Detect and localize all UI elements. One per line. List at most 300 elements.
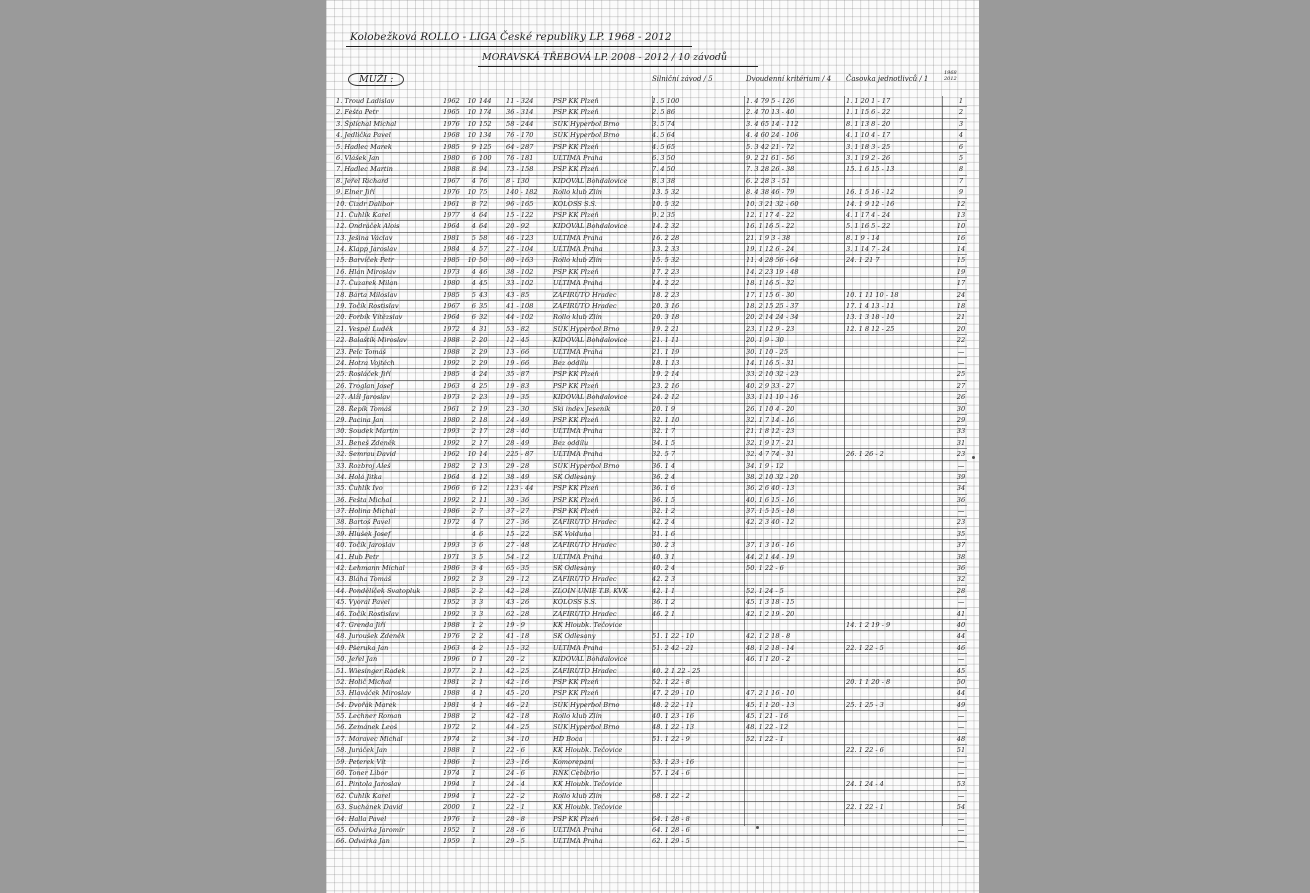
distance-score: 20 - 2 (506, 655, 526, 664)
criterium-result: 21. 1 8 12 - 23 (746, 427, 795, 436)
competitor-name: 41. Hub Petr (336, 552, 379, 561)
competitor-name: 28. Řepík Tomáš (336, 404, 392, 413)
time-trial-result: 12. 1 8 12 - 25 (846, 324, 895, 333)
criterium-result: 42. 2 3 40 - 12 (746, 518, 795, 527)
club-name: PSP KK Plzeň (553, 677, 599, 686)
race-count: 1 (471, 837, 476, 846)
club-name: Rollo klub Zlín (553, 188, 602, 197)
table-row (326, 381, 979, 392)
overall-rank: — (957, 757, 965, 766)
distance-score: 96 - 165 (506, 199, 534, 208)
table-row (326, 244, 979, 255)
total-points: 12 (479, 484, 488, 493)
race-count: 8 (471, 165, 476, 174)
criterium-result: 14. 1 16 5 - 31 (746, 358, 795, 367)
road-race-result: 23. 2 16 (652, 381, 680, 390)
overall-rank: 23 (956, 450, 966, 459)
race-count: 4 (471, 370, 476, 379)
time-trial-result: 16. 1 5 16 - 12 (846, 188, 895, 197)
birth-year: 1977 (443, 210, 460, 219)
total-points: 17 (479, 438, 488, 447)
table-row (326, 757, 979, 768)
road-race-result: 68. 1 22 - 2 (652, 791, 690, 800)
criterium-result: 36. 2 6 40 - 13 (746, 484, 795, 493)
competitor-name: 11. Čuhlík Karel (336, 210, 391, 219)
distance-score: 19 - 83 (506, 381, 530, 390)
club-name: KK Hloubk. Tečovice (553, 620, 623, 629)
overall-rank: — (957, 598, 965, 607)
time-trial-result: 15. 1 6 15 - 13 (846, 165, 895, 174)
total-points: 45 (479, 279, 488, 288)
birth-year: 1981 (443, 677, 460, 686)
race-count: 6 (471, 302, 476, 311)
road-race-result: 17. 2 23 (652, 267, 680, 276)
total-points: 25 (479, 381, 488, 390)
club-name: RNK Cebibrio (553, 769, 600, 778)
race-count: 10 (467, 188, 476, 197)
distance-score: 44 - 102 (506, 313, 534, 322)
club-name: PSP KK Plzeň (553, 165, 599, 174)
competitor-name: 7. Hadlec Martin (336, 165, 393, 174)
overall-rank: 29 (956, 415, 966, 424)
overall-rank: 9 (958, 188, 964, 197)
race-count: 2 (471, 666, 476, 675)
race-count: 3 (471, 609, 476, 618)
table-row (326, 221, 979, 232)
table-row (326, 472, 979, 483)
table-row (326, 791, 979, 802)
table-row (326, 779, 979, 790)
table-row (326, 483, 979, 494)
road-race-result: 13. 2 33 (652, 245, 680, 254)
club-name: SK Volduna (553, 529, 592, 538)
total-points: 24 (479, 370, 488, 379)
competitor-name: 49. Pšeruka Jan (336, 643, 389, 652)
overall-rank: 10 (956, 222, 966, 231)
distance-score: 24 - 4 (506, 780, 526, 789)
criterium-result: 5. 3 42 21 - 72 (746, 142, 795, 151)
table-row (326, 802, 979, 813)
total-points: 58 (479, 233, 488, 242)
distance-score: 28 - 6 (506, 826, 526, 834)
distance-score: 73 - 158 (506, 165, 534, 174)
distance-score: 76 - 181 (506, 153, 534, 162)
road-race-result: 15. 5 32 (652, 256, 680, 265)
time-trial-result: 17. 1 4 13 - 11 (846, 302, 895, 311)
club-name: ULTIMA Praha (553, 450, 603, 459)
time-trial-result: 1. 1 15 6 - 22 (846, 108, 891, 117)
race-count: 4 (471, 245, 476, 254)
total-points: 144 (479, 97, 492, 105)
criterium-result: 48. 1 22 - 12 (746, 723, 789, 732)
road-race-result: 21. 1 11 (652, 336, 680, 345)
club-name: SUK Hyperbol Brno (553, 324, 620, 333)
road-race-result: 20. 3 18 (652, 313, 680, 322)
overall-rank: — (957, 769, 965, 778)
table-row (326, 404, 979, 415)
competitor-name: 47. Grenda Jiří (336, 620, 386, 629)
criterium-result: 23. 1 12 9 - 23 (746, 324, 795, 333)
road-race-result: 8. 3 38 (652, 176, 676, 185)
road-race-result: 64. 1 28 - 6 (652, 826, 690, 834)
distance-score: 28 - 40 (506, 427, 530, 436)
distance-score: 225 - 87 (506, 450, 534, 459)
competitor-name: 17. Čuzarek Milan (336, 279, 398, 288)
race-count: 2 (471, 347, 476, 356)
club-name: KK Hloubk. Tečovice (553, 803, 623, 812)
competitor-name: 63. Suchánek David (336, 803, 403, 812)
criterium-result: 12. 1 17 4 - 22 (746, 210, 795, 219)
criterium-result: 48. 1 2 18 - 14 (746, 643, 795, 652)
distance-score: 15 - 22 (506, 529, 530, 538)
header-dvoudenni-kriterium: Dvoudenní kritérium / 4 (746, 75, 832, 83)
criterium-result: 52. 1 24 - 5 (746, 586, 784, 595)
road-race-result: 40. 3 1 (652, 552, 676, 561)
race-count: 4 (471, 210, 476, 219)
table-row (326, 324, 979, 335)
total-points: 3 (479, 598, 484, 607)
distance-score: 22 - 1 (506, 803, 526, 812)
birth-year: 1980 (443, 279, 460, 288)
birth-year: 1971 (443, 552, 460, 561)
race-count: 2 (471, 495, 476, 504)
competitor-name: 20. Forbík Vítězslav (336, 313, 403, 322)
race-count: 2 (471, 507, 476, 516)
distance-score: 24 - 6 (506, 769, 526, 778)
birth-year: 1988 (443, 347, 460, 356)
race-count: 2 (471, 461, 476, 470)
overall-rank: 19 (956, 267, 966, 276)
total-points: 6 (479, 529, 484, 538)
race-count: 4 (471, 222, 476, 231)
overall-rank: 22 (956, 336, 966, 345)
race-count: 2 (471, 427, 476, 436)
distance-score: 38 - 49 (506, 472, 530, 481)
birth-year: 1984 (443, 245, 460, 254)
competitor-name: 42. Lehmann Michal (336, 564, 405, 573)
club-name: PSP KK Plzeň (553, 142, 599, 151)
criterium-result: 46. 1 1 20 - 2 (746, 655, 791, 664)
competitor-name: 16. Hlán Miroslav (336, 267, 396, 276)
table-row (326, 643, 979, 654)
criterium-result: 45. 1 21 - 16 (746, 712, 789, 721)
criterium-result: 47. 2 1 16 - 10 (746, 689, 795, 698)
club-name: ULTIMA Praha (553, 837, 603, 846)
distance-score: 42 - 25 (506, 666, 530, 675)
table-row (326, 734, 979, 745)
distance-score: 45 - 20 (506, 689, 530, 698)
header-silnicni-zavod: Silniční závod / 5 (652, 75, 713, 83)
club-name: ZAFIRUTO Hradec (553, 666, 617, 675)
distance-score: 42 - 16 (506, 677, 530, 686)
criterium-result: 38. 2 10 32 - 20 (746, 472, 799, 481)
competitor-name: 27. Alžl Jaroslav (336, 393, 390, 402)
race-count: 10 (467, 108, 476, 117)
birth-year: 1986 (443, 757, 460, 766)
race-count: 2 (471, 575, 476, 584)
club-name: ULTIMA Praha (553, 279, 603, 288)
distance-score: 46 - 21 (506, 700, 530, 709)
overall-rank: 44 (956, 689, 966, 698)
club-name: SUK Hyperbol Brno (553, 461, 620, 470)
club-name: Ski index Jeseník (553, 404, 611, 413)
criterium-result: 10. 3 21 32 - 60 (746, 199, 799, 208)
table-row (326, 358, 979, 369)
road-race-result: 47. 2 29 - 10 (652, 689, 695, 698)
club-name: SUK Hyperbol Brno (553, 119, 620, 128)
race-count: 4 (471, 279, 476, 288)
table-row (326, 814, 979, 825)
road-race-result: 40. 2 4 (652, 564, 676, 573)
distance-score: 80 - 163 (506, 256, 534, 265)
birth-year: 1962 (443, 450, 460, 459)
race-count: 3 (471, 541, 476, 550)
birth-year: 1976 (443, 119, 460, 128)
overall-rank: — (957, 723, 965, 732)
race-count: 2 (471, 734, 476, 743)
competitor-name: 35. Čuhlík Ivo (336, 484, 383, 493)
club-name: KIDOVAL Bohdalovice (553, 176, 628, 185)
birth-year: 1982 (443, 461, 460, 470)
table-row (326, 187, 979, 198)
table-row (326, 233, 979, 244)
overall-rank: — (957, 655, 965, 664)
table-row (326, 540, 979, 551)
criterium-result: 42. 1 2 18 - 8 (746, 632, 791, 641)
overall-rank: 50 (956, 677, 966, 686)
competitor-name: 52. Holič Michal (336, 677, 392, 686)
criterium-result: 50. 1 22 - 6 (746, 564, 784, 573)
time-trial-result: 25. 1 25 - 3 (846, 700, 884, 709)
table-row (326, 461, 979, 472)
race-count: 10 (467, 97, 476, 105)
club-name: PSP KK Plzeň (553, 507, 599, 516)
road-race-result: 48. 1 22 - 13 (652, 723, 695, 732)
road-race-result: 31. 1 6 (652, 529, 676, 538)
table-row (326, 312, 979, 323)
time-trial-result: 13. 1 3 18 - 10 (846, 313, 895, 322)
competitor-name: 15. Barvíček Petr (336, 256, 394, 265)
header-corner-note: 1968 2012 (944, 70, 957, 82)
road-race-result: 36. 1 4 (652, 461, 676, 470)
time-trial-result: 20. 1 1 20 - 8 (846, 677, 891, 686)
distance-score: 43 - 26 (506, 598, 530, 607)
birth-year: 1988 (443, 620, 460, 629)
race-count: 8 (471, 199, 476, 208)
table-row (326, 529, 979, 540)
table-row (326, 631, 979, 642)
road-race-result: 13. 5 32 (652, 188, 680, 197)
overall-rank: 26 (956, 393, 966, 402)
competitor-name: 23. Pelc Tomáš (336, 347, 386, 356)
birth-year: 1980 (443, 415, 460, 424)
race-count: 5 (471, 233, 476, 242)
race-count: 1 (471, 746, 476, 755)
birth-year: 1988 (443, 336, 460, 345)
race-count: 1 (471, 757, 476, 766)
distance-score: 38 - 102 (506, 267, 534, 276)
competitor-name: 33. Rozbroj Aleš (336, 461, 391, 470)
road-race-result: 36. 1 6 (652, 484, 676, 493)
birth-year: 1992 (443, 495, 460, 504)
club-name: Rollo klub Zlín (553, 256, 602, 265)
criterium-result: 40. 1 6 15 - 16 (746, 495, 795, 504)
total-points: 29 (479, 347, 488, 356)
overall-rank: 17 (956, 279, 966, 288)
total-points: 5 (479, 552, 484, 561)
criterium-result: 4. 4 60 24 - 106 (746, 131, 799, 140)
road-race-result: 48. 2 22 - 11 (652, 700, 695, 709)
overall-rank: 54 (956, 803, 966, 812)
criterium-result: 7. 3 28 26 - 38 (746, 165, 795, 174)
race-count: 2 (471, 723, 476, 732)
competitor-name: 50. Jeřel Jan (336, 655, 378, 664)
road-race-result: 16. 2 28 (652, 233, 680, 242)
criterium-result: 33. 2 10 32 - 23 (746, 370, 799, 379)
time-trial-result: 4. 1 10 4 - 17 (846, 131, 891, 140)
road-race-result: 14. 2 22 (652, 279, 680, 288)
competitor-name: 5. Hadlec Marek (336, 142, 392, 151)
birth-year: 1992 (443, 358, 460, 367)
distance-score: 33 - 102 (506, 279, 534, 288)
table-row (326, 836, 979, 847)
time-trial-result: 4. 1 17 4 - 24 (846, 210, 891, 219)
competitor-name: 24. Hotra Vojtěch (336, 358, 395, 367)
road-race-result: 20. 1 9 (652, 404, 676, 413)
distance-score: 24 - 49 (506, 415, 530, 424)
road-race-result: 51. 2 42 - 21 (652, 643, 695, 652)
club-name: ULTIMA Praha (553, 233, 603, 242)
distance-score: 22 - 6 (506, 746, 526, 755)
race-count: 4 (471, 324, 476, 333)
competitor-name: 48. Juroušek Zdeněk (336, 632, 406, 641)
total-points: 2 (479, 586, 484, 595)
distance-score: 42 - 28 (506, 586, 530, 595)
table-row (326, 506, 979, 517)
total-points: 35 (479, 302, 488, 311)
race-count: 4 (471, 381, 476, 390)
road-race-result: 32. 1 2 (652, 507, 676, 516)
competitor-name: 31. Beneš Zdeněk (336, 438, 396, 447)
club-name: PSP KK Plzeň (553, 415, 599, 424)
distance-score: 19 - 35 (506, 393, 530, 402)
distance-score: 41 - 108 (506, 302, 534, 311)
table-row (326, 563, 979, 574)
distance-score: 58 - 244 (506, 119, 534, 128)
total-points: 2 (479, 632, 484, 641)
distance-score: 8 - 130 (506, 176, 530, 185)
club-name: ZAFIRUTO Hradec (553, 541, 617, 550)
race-count: 1 (471, 620, 476, 629)
competitor-name: 9. Elner Jiří (336, 188, 375, 197)
birth-year: 1973 (443, 267, 460, 276)
criterium-result: 32. 1 9 17 - 21 (746, 438, 795, 447)
birth-year: 1973 (443, 393, 460, 402)
competitor-name: 51. Wiesinger Radek (336, 666, 406, 675)
competitor-name: 46. Točík Rostislav (336, 609, 399, 618)
table-row (326, 199, 979, 210)
total-points: 31 (479, 324, 488, 333)
total-points: 19 (479, 404, 488, 413)
distance-score: 23 - 16 (506, 757, 530, 766)
road-race-result: 1. 5 100 (652, 97, 680, 105)
road-race-result: 32. 5 7 (652, 450, 676, 459)
competitor-name: 26. Troglan Josef (336, 381, 394, 390)
club-name: PSP KK Plzeň (553, 381, 599, 390)
distance-score: 41 - 18 (506, 632, 530, 641)
club-name: KIDOVAL Bohdalovice (553, 222, 628, 231)
birth-year: 1993 (443, 541, 460, 550)
competitor-name: 30. Soudek Martin (336, 427, 399, 436)
club-name: PSP KK Plzeň (553, 267, 599, 276)
birth-year: 1996 (443, 655, 460, 664)
birth-year: 1968 (443, 131, 460, 140)
birth-year: 1972 (443, 324, 460, 333)
total-points: 2 (479, 643, 484, 652)
total-points: 152 (479, 119, 492, 128)
race-count: 10 (467, 131, 476, 140)
table-row (326, 392, 979, 403)
overall-rank: — (957, 507, 965, 516)
birth-year: 1986 (443, 564, 460, 573)
road-race-result: 14. 2 32 (652, 222, 680, 231)
road-race-result: 36. 2 4 (652, 472, 676, 481)
race-count: 10 (467, 256, 476, 265)
club-name: PSP KK Plzeň (553, 484, 599, 493)
competitor-name: 14. Klapp Jaroslav (336, 245, 397, 254)
total-points: 1 (479, 666, 484, 675)
club-name: ULTIMA Praha (553, 245, 603, 254)
criterium-result: 8. 4 38 46 - 79 (746, 188, 795, 197)
birth-year: 2000 (443, 803, 460, 812)
competitor-name: 32. Semrau David (336, 450, 396, 459)
overall-rank: — (957, 347, 965, 356)
table-row (326, 449, 979, 460)
competitor-name: 62. Čuhlík Karel (336, 791, 391, 800)
criterium-result: 14. 2 23 19 - 48 (746, 267, 799, 276)
club-name: SUK Hyperbol Brno (553, 131, 620, 140)
total-points: 64 (479, 210, 488, 219)
overall-rank: 14 (956, 245, 966, 254)
criterium-result: 37. 1 3 16 - 16 (746, 541, 795, 550)
overall-rank: 30 (956, 404, 966, 413)
total-points: 1 (479, 655, 484, 664)
criterium-result: 20. 2 14 24 - 34 (746, 313, 799, 322)
club-name: KIDOVAL Bohdalovice (553, 655, 628, 664)
criterium-result: 34. 1 9 - 12 (746, 461, 784, 470)
race-count: 4 (471, 689, 476, 698)
overall-rank: 7 (958, 176, 964, 185)
competitor-name: 29. Pacina Jan (336, 415, 384, 424)
criterium-result: 33. 1 11 10 - 16 (746, 393, 799, 402)
time-trial-result: 8. 1 9 - 14 (846, 233, 880, 242)
competitor-name: 8. Jeřel Richard (336, 176, 389, 185)
table-row (326, 745, 979, 756)
birth-year: 1988 (443, 165, 460, 174)
race-count: 4 (471, 267, 476, 276)
distance-score: 65 - 35 (506, 564, 530, 573)
race-count: 2 (471, 393, 476, 402)
race-count: 3 (471, 552, 476, 561)
overall-rank: 16 (956, 233, 966, 242)
total-points: 72 (479, 199, 488, 208)
distance-score: 43 - 85 (506, 290, 530, 299)
road-race-result: 64. 1 28 - 8 (652, 814, 690, 823)
club-name: ZAFIRUTO Hradec (553, 302, 617, 311)
criterium-result: 18. 2 15 25 - 37 (746, 302, 799, 311)
distance-score: 15 - 32 (506, 643, 530, 652)
table-row (326, 335, 979, 346)
